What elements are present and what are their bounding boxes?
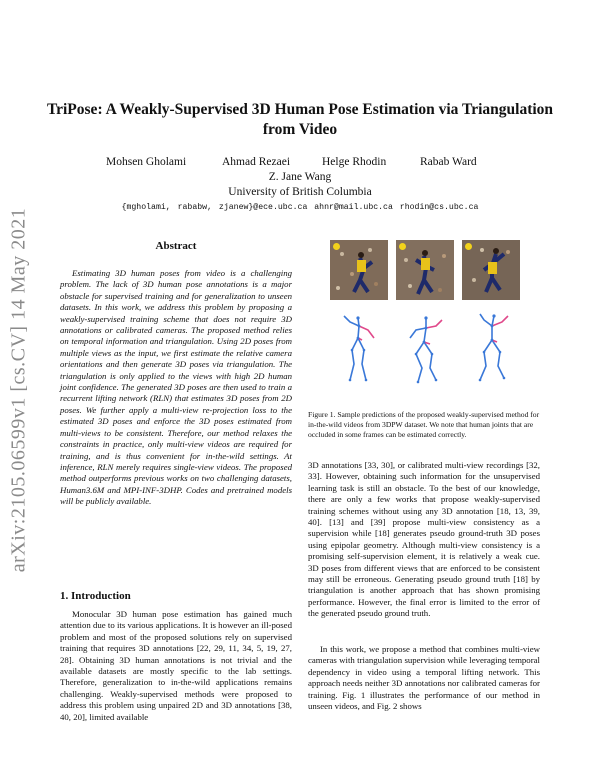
figure-photo-panel: [462, 240, 520, 300]
introduction-text: Monocular 3D human pose estimation has gained much attention due to its various applications. It is however an ill-posed problem and most of the proposed solutions rely on supervised training that requires 3D annotations [22, 29, 11, 34, 5, 19, 27, 28]. Obtaining 3D human annotations is not trivial and the available datasets are mostly specific to the lab settings. Therefore, generalization to in-the-wild applications remains challenging. Weakly-supervised methods were proposed to address this problem using unpaired 2D and 3D annotations [38, 40, 20], limited available: [60, 609, 292, 722]
arxiv-stamp-text: arXiv:2105.06599v1 [cs.CV] 14 May 2021: [7, 207, 30, 573]
figure-photo-panel: [330, 240, 388, 300]
introduction-heading: 1. Introduction: [60, 590, 131, 602]
author-name: Ahmad Rezaei: [222, 156, 291, 168]
abstract-heading: Abstract: [155, 240, 197, 252]
paper-title: TriPose: A Weakly-Supervised 3D Human Pose Estimation via Triangulation from Video: [46, 101, 554, 138]
author-name: Helge Rhodin: [322, 156, 387, 168]
abstract-text: Estimating 3D human poses from video is a challenging problem. The lack of 3D human pose annotations is a major obstacle for supervised training and for generalization to unseen datasets. In this work, we address this problem by proposing a weakly-supervised training scheme that does not require 3D annotations or calibrated cameras. The proposed method relies on temporal information and triangulation. Using 2D poses from multiple views as the input, we first estimate the relative camera orientations and then generate 3D poses via triangulation. The triangulation is only applied to the views with high 2D human joint confidence. The generated 3D poses are then used to train a recurrent lifting network (RLN) that estimates 3D poses from 2D poses. We further apply a multi-view re-projection loss to the estimated 3D poses and enforce the 3D poses estimated from multi-views to be consistent. Therefore, our method relaxes the constraints in practice, only multi-view videos are required for training, and is thus convenient for in-the-wild settings. At inference, RLN merely requires single-view videos. The proposed method outperforms previous works on two challenging datasets, Human3.6M and MPI-INF-3DHP. Codes and pretrained models will be publicly available.: [60, 268, 292, 507]
author-name-second-line: Z. Jane Wang: [268, 171, 332, 183]
panel-number-badge: [333, 243, 340, 250]
figure-1: [330, 240, 520, 388]
skeleton-prediction: [396, 310, 454, 388]
panel-number-badge: [399, 243, 406, 250]
skeleton-prediction: [462, 310, 520, 388]
panel-number-badge: [465, 243, 472, 250]
author-name: Rabab Ward: [420, 156, 477, 168]
affiliation: University of British Columbia: [228, 186, 372, 198]
figure-1-caption: Figure 1. Sample predictions of the proposed weakly-supervised method for in-the-wild videos from 3DPW dataset. We note that human joints that are occluded in some frames can be estimated correctly.: [308, 410, 540, 439]
right-column-paragraph-2: In this work, we propose a method that combines multi-view cameras with triangulation supervision while leveraging temporal dependency in video using a temporal lifting network. This approach needs neither 3D annotations nor calibrated cameras for training. Fig. 1 illustrates the performance of our method in unseen videos, and Fig. 2 shows: [308, 644, 540, 712]
author-name: Mohsen Gholami: [106, 156, 187, 168]
skeleton-prediction: [330, 310, 388, 388]
arxiv-stamp: [6, 207, 32, 573]
figure-photo-panel: [396, 240, 454, 300]
right-column-paragraph-1: 3D annotations [33, 30], or calibrated multi-view recordings [32, 33]. However, obtaining such information for the unsupervised learning task is still an obstacle. To the best of our knowledge, there are only a few works that propose weakly-supervised training schemes without using any 3D annotation [18, 13, 39, 40]. [13] and [39] propose multi-view consistency as a supervision while [18] generates pseudo ground-truth 3D poses using epipolar geometry. Although multi-view consistency is a promising self-supervision element, it is relatively a weak cue. 3D poses from different views that are enforced to be consistent may still be erroneous. Generating pseudo ground truth [18] by triangulation is another approach that has shown promising performance. However, the final error is limited to the error of the generated pseudo ground truth.: [308, 460, 540, 619]
author-emails: {mgholami, rababw, zjanew}@ece.ubc.ca ahnr@mail.ubc.ca rhodin@cs.ubc.ca: [121, 203, 479, 212]
